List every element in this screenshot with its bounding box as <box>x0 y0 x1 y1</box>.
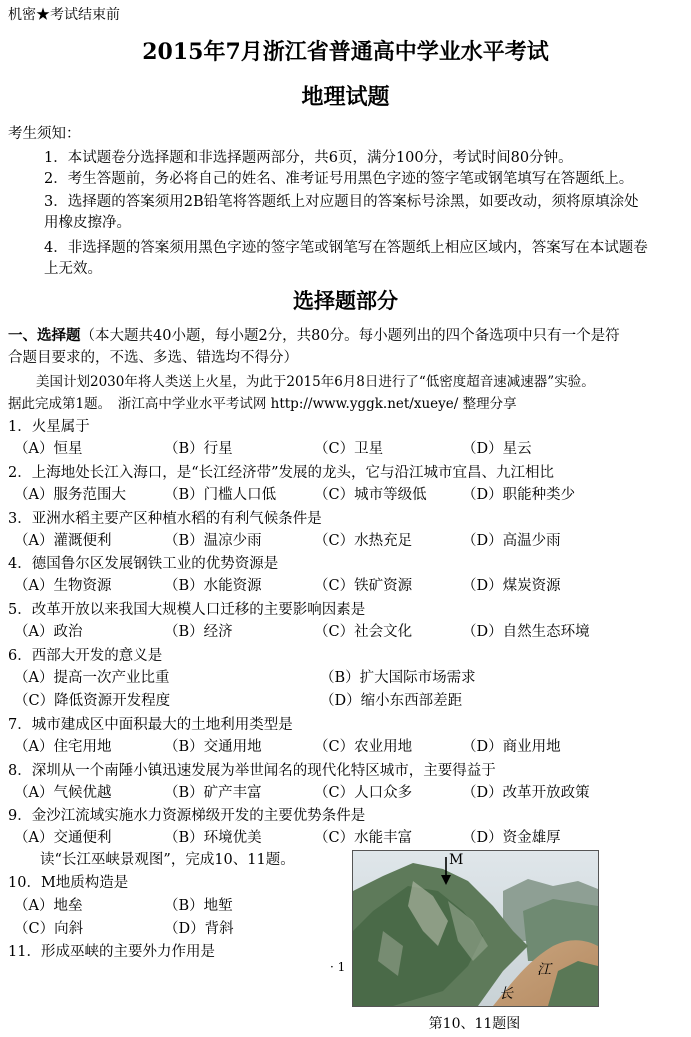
q6-option-c: （C）降低资源开发程度 <box>14 693 171 709</box>
wu-gorge-photo <box>352 850 599 1007</box>
q2-option-a: （A）服务范围大 <box>14 486 126 503</box>
q8-option-a: （A）气候优越 <box>14 784 112 801</box>
q4-option-b: （B）水能资源 <box>164 578 262 595</box>
part1-desc-cont: 合题目要求的，不选、多选、错选均不得分） <box>8 350 298 366</box>
q8-option-b: （B）矿产丰富 <box>164 784 262 801</box>
q2-option-d: （D）职能种类少 <box>462 486 576 503</box>
q10-option-d: （D）背斜 <box>164 921 234 937</box>
q8-option-d: （D）改革开放政策 <box>462 784 590 801</box>
q1-option-d: （D）星云 <box>462 441 532 457</box>
marker-m: M <box>449 852 464 868</box>
q9-option-d: （D）资金雄厚 <box>462 830 561 847</box>
q7-option-a: （A）住宅用地 <box>14 738 112 755</box>
q6-option-b: （B）扩大国际市场需求 <box>320 670 476 686</box>
q3-option-c: （C）水热充足 <box>314 532 413 549</box>
q6-option-d: （D）缩小东西部差距 <box>320 693 463 709</box>
question-1: 1．火星属于 <box>8 419 90 435</box>
q9-option-c: （C）水能丰富 <box>314 830 413 847</box>
q2-option-b: （B）门槛人口低 <box>164 486 277 503</box>
question-9: 9．金沙江流域实施水力资源梯级开发的主要优势条件是 <box>8 808 366 825</box>
q7-option-c: （C）农业用地 <box>314 738 413 755</box>
question-4: 4．德国鲁尔区发展钢铁工业的优势资源是 <box>8 556 279 573</box>
part1-desc: （本大题共40小题，每小题2分，共80分。每小题列出的四个备选项中只有一个是符 <box>80 328 620 344</box>
page-number: · 1 <box>330 960 346 974</box>
q1-option-a: （A）恒星 <box>14 441 83 457</box>
question-8: 8．深圳从一个南陲小镇迅速发展为举世闻名的现代化特区城市，主要得益于 <box>8 762 496 779</box>
notice-item-1: 1．本试题卷分选择题和非选择题两部分，共6页，满分100分，考试时间80分钟。 <box>44 150 573 166</box>
question-7: 7．城市建成区中面积最大的土地利用类型是 <box>8 716 293 733</box>
river-label-chang: 长 <box>499 986 513 1002</box>
read-prompt: 读“长江巫峡景观图”，完成10、11题。 <box>40 852 295 868</box>
q5-option-c: （C）社会文化 <box>314 624 413 641</box>
question-11: 11．形成巫峡的主要外力作用是 <box>8 944 215 960</box>
exam-subtitle: 地理试题 <box>301 84 390 110</box>
q2-option-c: （C）城市等级低 <box>314 486 427 503</box>
q5-option-a: （A）政治 <box>14 624 83 641</box>
part1-label: 一、选择题 <box>8 327 81 344</box>
exam-title: 2015年7月浙江省普通高中学业水平考试 <box>142 39 549 65</box>
notice-item-3-cont: 用橡皮擦净。 <box>44 215 131 231</box>
q10-option-c: （C）向斜 <box>14 921 84 937</box>
q4-option-a: （A）生物资源 <box>14 578 112 595</box>
notice-heading: 考生须知： <box>8 126 81 142</box>
part1-instructions <box>8 324 620 345</box>
notice-item-3: 3．选择题的答案须用2B铅笔将答题纸上对应题目的答案标号涂黑，如要改动，须将原填涂处 <box>44 194 639 210</box>
q10-option-a: （A）地垒 <box>14 898 83 914</box>
q10-option-b: （B）地堑 <box>164 898 233 914</box>
intro-line-2: 据此完成第1题。 浙江高中学业水平考试网 http://www.yggk.net/xueye/ 整理分享 <box>8 396 517 412</box>
q7-option-b: （B）交通用地 <box>164 738 262 755</box>
intro-line-1: 美国计划2030年将人类送上火星，为此于2015年6月8日进行了“低密度超音速减速器”实验。 <box>36 374 595 390</box>
q4-option-c: （C）铁矿资源 <box>314 578 413 595</box>
q4-option-d: （D）煤炭资源 <box>462 578 561 595</box>
q9-option-b: （B）环境优美 <box>164 830 262 847</box>
confidential-header: 机密★考试结束前 <box>8 7 120 23</box>
question-10: 10．M地质构造是 <box>8 875 129 891</box>
q9-option-a: （A）交通便利 <box>14 830 112 847</box>
q1-option-c: （C）卫星 <box>314 441 384 457</box>
river-label-jiang: 江 <box>537 962 551 978</box>
q5-option-d: （D）自然生态环境 <box>462 624 590 641</box>
notice-item-4-cont: 上无效。 <box>44 261 102 277</box>
question-2: 2．上海地处长江入海口，是“长江经济带”发展的龙头，它与沿江城市宜昌、九江相比 <box>8 464 555 481</box>
notice-item-2: 2．考生答题前，务必将自己的姓名、准考证号用黑色字迹的签字笔或钢笔填写在答题纸上。 <box>44 171 634 187</box>
q3-option-a: （A）灌溉便利 <box>14 532 112 549</box>
q5-option-b: （B）经济 <box>164 624 233 641</box>
q8-option-c: （C）人口众多 <box>314 784 413 801</box>
question-5: 5．改革开放以来我国大规模人口迁移的主要影响因素是 <box>8 602 366 619</box>
q1-option-b: （B）行星 <box>164 441 233 457</box>
section-title: 选择题部分 <box>293 288 398 313</box>
question-3: 3．亚洲水稻主要产区种植水稻的有利气候条件是 <box>8 510 322 527</box>
question-6: 6．西部大开发的意义是 <box>8 648 163 664</box>
figure-caption: 第10、11题图 <box>428 1016 521 1032</box>
q6-option-a: （A）提高一次产业比重 <box>14 670 170 686</box>
q7-option-d: （D）商业用地 <box>462 738 561 755</box>
q3-option-b: （B）温凉少雨 <box>164 532 262 549</box>
notice-item-4: 4．非选择题的答案须用黑色字迹的签字笔或钢笔写在答题纸上相应区域内，答案写在本试题卷 <box>44 240 648 256</box>
q3-option-d: （D）高温少雨 <box>462 532 561 549</box>
